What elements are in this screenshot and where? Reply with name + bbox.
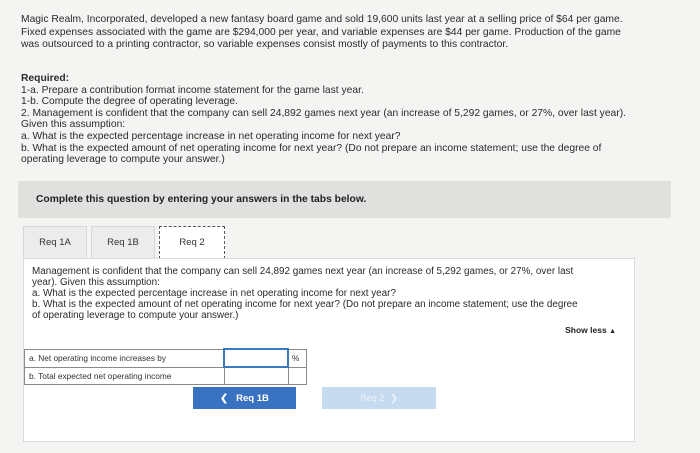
- chevron-right-icon: ❯: [390, 392, 398, 403]
- answer-cell: [224, 367, 288, 385]
- intro-line: Magic Realm, Incorporated, developed a new fantasy board game and sold 19,600 units last year at a selling price of $64 per game.: [21, 14, 623, 25]
- percent-unit: %: [288, 349, 307, 367]
- panel-line: b. What is the expected amount of net operating income for next year? (Do not prepare an income statement; use the degree: [32, 299, 578, 310]
- prev-req-button[interactable]: [193, 387, 296, 409]
- row-label: a. Net operating income increases by: [25, 349, 225, 367]
- required-line: operating leverage to compute your answer.): [21, 154, 225, 166]
- required-line: 2. Management is confident that the company can sell 24,892 games next year (an increase of 5,292 games, or 27%, over last year).: [21, 107, 626, 119]
- tab-req-1a[interactable]: Req 1A: [23, 226, 87, 259]
- required-heading: Required:: [21, 73, 70, 84]
- required-line: a. What is the expected percentage increase in net operating income for next year?: [21, 130, 401, 142]
- row-label: b. Total expected net operating income: [25, 367, 225, 385]
- show-less-button[interactable]: [565, 325, 616, 335]
- required-line: b. What is the expected amount of net operating income for next year? (Do not prepare an income statement; use the degree of: [21, 142, 602, 154]
- answer-table: [24, 348, 307, 385]
- banner-text: Complete this question by entering your answers in the tabs below.: [36, 194, 367, 205]
- panel-question: [32, 266, 627, 321]
- tab-panel: [23, 258, 635, 442]
- required-line: Given this assumption:: [21, 119, 126, 131]
- intro-line: Fixed expenses associated with the game are $294,000 per year, and variable expenses are $44 per game. Production of the game: [21, 26, 621, 38]
- panel-line: year). Given this assumption:: [32, 277, 160, 288]
- tab-req-1b[interactable]: Req 1B: [91, 226, 155, 259]
- required-line: 1-a. Prepare a contribution format income statement for the game last year.: [21, 84, 364, 96]
- panel-line: a. What is the expected percentage increase in net operating income for next year?: [32, 288, 396, 299]
- problem-intro: [21, 14, 681, 52]
- intro-line: was outsourced to a printing contractor, so variable expenses consist mostly of payments to this contractor.: [21, 39, 509, 51]
- tab-req-2[interactable]: Req 2: [159, 226, 225, 259]
- table-row: [25, 367, 307, 385]
- answer-cell: [224, 349, 288, 367]
- table-row: [25, 349, 307, 367]
- required-line: 1-b. Compute the degree of operating leverage.: [21, 96, 238, 108]
- triangle-up-icon: ▲: [609, 328, 616, 335]
- required-section: [21, 73, 686, 166]
- panel-line: Management is confident that the company can sell 24,892 games next year (an increase of 5,292 games, or 27%, over last: [32, 266, 574, 277]
- next-req-label: Req 2: [360, 393, 385, 403]
- total-noi-input[interactable]: [225, 368, 292, 384]
- tab-bar: [23, 226, 225, 259]
- noi-increase-input[interactable]: [225, 350, 291, 366]
- show-less-label: Show less: [565, 325, 607, 335]
- instructions-banner: [18, 181, 671, 218]
- panel-line: of operating leverage to compute your answer.): [32, 310, 239, 321]
- next-req-button[interactable]: [322, 387, 436, 409]
- chevron-left-icon: ❮: [220, 392, 229, 404]
- prev-req-label: Req 1B: [236, 392, 269, 404]
